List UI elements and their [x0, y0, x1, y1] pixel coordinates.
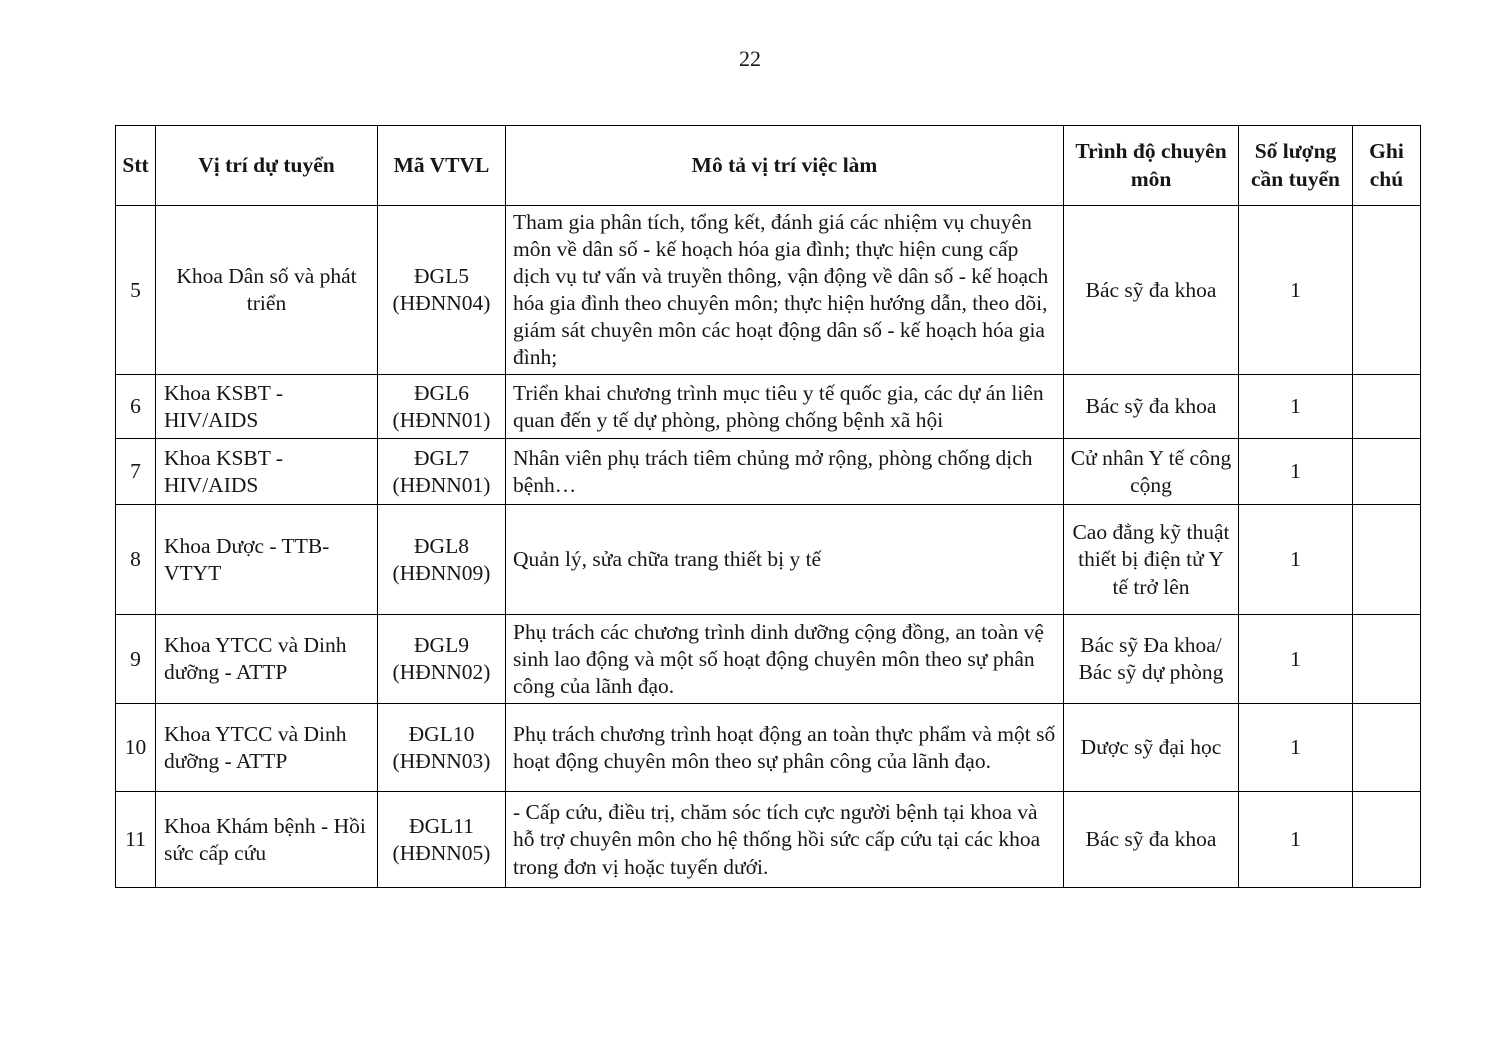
- cell-code: ĐGL9 (HĐNN02): [378, 615, 506, 704]
- cell-stt: 9: [116, 615, 156, 704]
- cell-stt: 6: [116, 375, 156, 439]
- cell-description: Quản lý, sửa chữa trang thiết bị y tế: [506, 505, 1064, 615]
- cell-quantity: 1: [1239, 375, 1353, 439]
- cell-description: Phụ trách các chương trình dinh dưỡng cộng đồng, an toàn vệ sinh lao động và một số hoạt động chuyên môn theo sự phân công của lãnh đạo.: [506, 615, 1064, 704]
- header-stt: Stt: [116, 126, 156, 206]
- cell-note: [1353, 439, 1421, 505]
- cell-code: ĐGL6 (HĐNN01): [378, 375, 506, 439]
- cell-position: Khoa YTCC và Dinh dưỡng - ATTP: [156, 615, 378, 704]
- cell-qualification: Bác sỹ Đa khoa/ Bác sỹ dự phòng: [1064, 615, 1239, 704]
- table-row: [116, 792, 1421, 888]
- cell-stt: 8: [116, 505, 156, 615]
- table-row: [116, 505, 1421, 615]
- header-qualification: Trình độ chuyên môn: [1064, 126, 1239, 206]
- recruitment-positions-table: [115, 125, 1421, 888]
- cell-position: Khoa YTCC và Dinh dưỡng - ATTP: [156, 704, 378, 792]
- cell-quantity: 1: [1239, 505, 1353, 615]
- cell-position: Khoa KSBT - HIV/AIDS: [156, 439, 378, 505]
- cell-position: Khoa Khám bệnh - Hồi sức cấp cứu: [156, 792, 378, 888]
- table-row: [116, 206, 1421, 375]
- cell-note: [1353, 792, 1421, 888]
- cell-note: [1353, 375, 1421, 439]
- page-number: 22: [739, 46, 761, 71]
- cell-description: Nhân viên phụ trách tiêm chủng mở rộng, phòng chống dịch bệnh…: [506, 439, 1064, 505]
- cell-stt: 10: [116, 704, 156, 792]
- cell-position: Khoa Dân số và phát triển: [156, 206, 378, 375]
- cell-qualification: Bác sỹ đa khoa: [1064, 792, 1239, 888]
- table-header-row: [116, 126, 1421, 206]
- cell-code: ĐGL7 (HĐNN01): [378, 439, 506, 505]
- cell-quantity: 1: [1239, 439, 1353, 505]
- cell-quantity: 1: [1239, 615, 1353, 704]
- cell-code: ĐGL8 (HĐNN09): [378, 505, 506, 615]
- header-description: Mô tả vị trí việc làm: [506, 126, 1064, 206]
- table-row: [116, 439, 1421, 505]
- cell-position: Khoa Dược - TTB-VTYT: [156, 505, 378, 615]
- cell-quantity: 1: [1239, 704, 1353, 792]
- header-code: Mã VTVL: [378, 126, 506, 206]
- cell-note: [1353, 704, 1421, 792]
- cell-code: ĐGL5 (HĐNN04): [378, 206, 506, 375]
- cell-qualification: Cao đẳng kỹ thuật thiết bị điện tử Y tế trở lên: [1064, 505, 1239, 615]
- header-quantity: Số lượng cần tuyển: [1239, 126, 1353, 206]
- cell-stt: 11: [116, 792, 156, 888]
- cell-description: Phụ trách chương trình hoạt động an toàn thực phẩm và một số hoạt động chuyên môn theo sự phân công của lãnh đạo.: [506, 704, 1064, 792]
- cell-qualification: Bác sỹ đa khoa: [1064, 375, 1239, 439]
- cell-description: Tham gia phân tích, tổng kết, đánh giá các nhiệm vụ chuyên môn về dân số - kế hoạch hóa gia đình; thực hiện cung cấp dịch vụ tư vấn và truyền thông, vận động về dân số - kế hoạch hóa gia đình theo chuyên môn; thực hiện hướng dẫn, theo dõi, giám sát chuyên môn các hoạt động dân số - kế hoạch hóa gia đình;: [506, 206, 1064, 375]
- cell-note: [1353, 505, 1421, 615]
- cell-stt: 7: [116, 439, 156, 505]
- cell-qualification: Dược sỹ đại học: [1064, 704, 1239, 792]
- cell-stt: 5: [116, 206, 156, 375]
- header-position: Vị trí dự tuyển: [156, 126, 378, 206]
- table-row: [116, 615, 1421, 704]
- cell-qualification: Bác sỹ đa khoa: [1064, 206, 1239, 375]
- table-row: [116, 704, 1421, 792]
- cell-quantity: 1: [1239, 792, 1353, 888]
- table-row: [116, 375, 1421, 439]
- cell-position: Khoa KSBT - HIV/AIDS: [156, 375, 378, 439]
- cell-note: [1353, 615, 1421, 704]
- cell-note: [1353, 206, 1421, 375]
- cell-quantity: 1: [1239, 206, 1353, 375]
- cell-code: ĐGL11 (HĐNN05): [378, 792, 506, 888]
- header-note: Ghi chú: [1353, 126, 1421, 206]
- cell-description: - Cấp cứu, điều trị, chăm sóc tích cực người bệnh tại khoa và hỗ trợ chuyên môn cho hệ thống hồi sức cấp cứu tại các khoa trong đơn vị hoặc tuyến dưới.: [506, 792, 1064, 888]
- cell-description: Triển khai chương trình mục tiêu y tế quốc gia, các dự án liên quan đến y tế dự phòng, phòng chống bệnh xã hội: [506, 375, 1064, 439]
- cell-qualification: Cử nhân Y tế công cộng: [1064, 439, 1239, 505]
- cell-code: ĐGL10 (HĐNN03): [378, 704, 506, 792]
